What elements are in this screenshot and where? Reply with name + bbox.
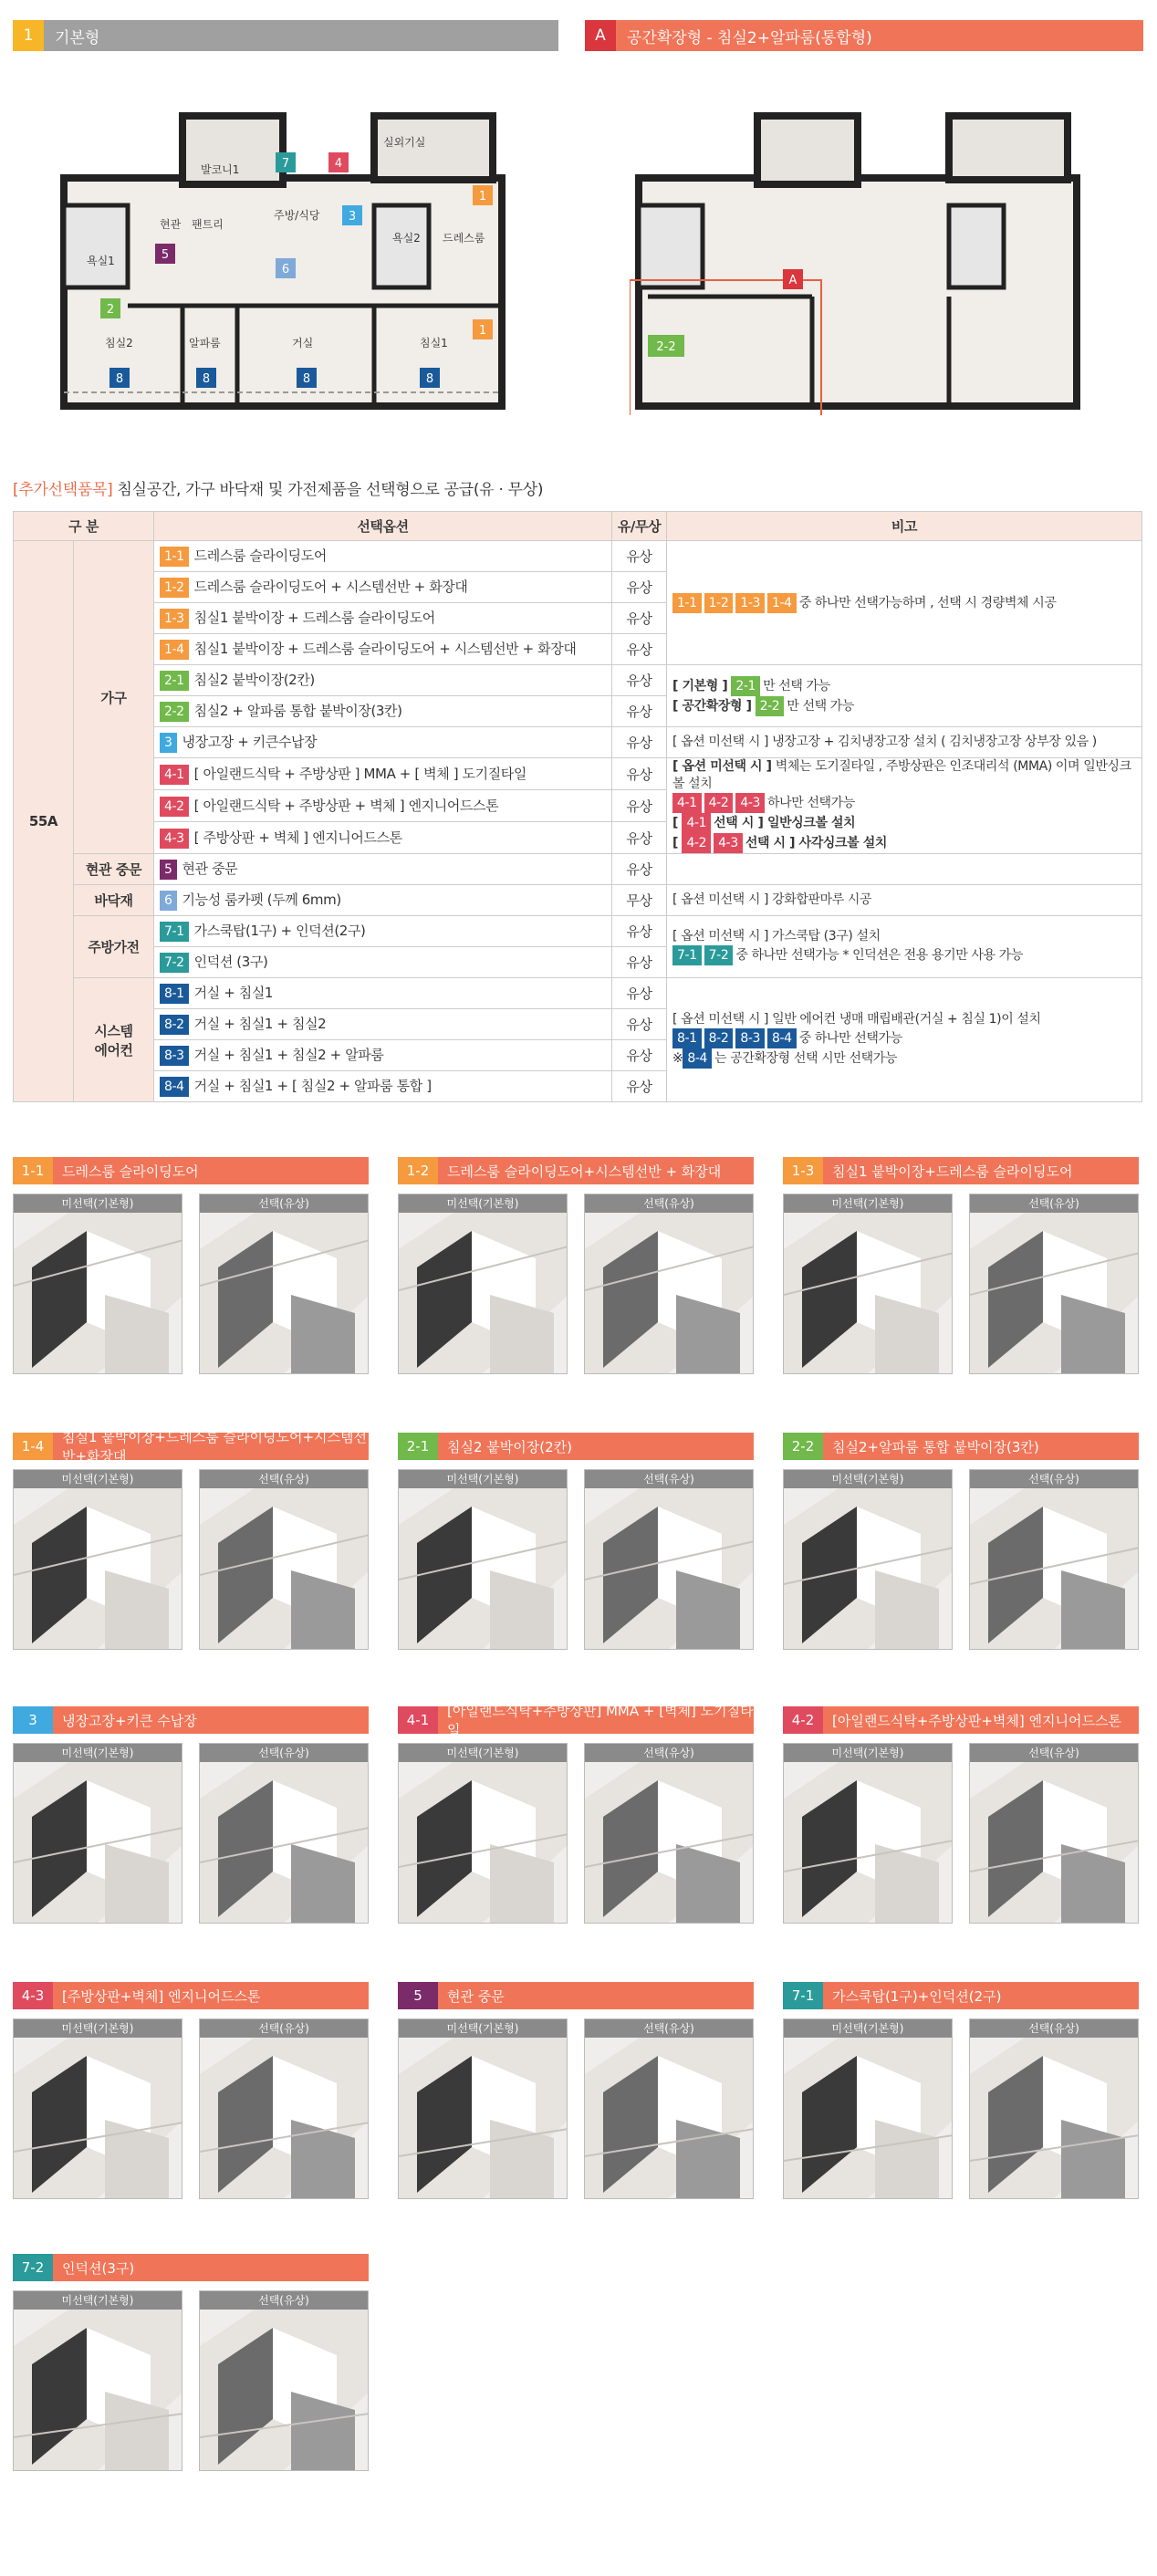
option-card [13,1706,369,1924]
thumb-before [783,1194,953,1374]
pay-cell: 유상 [612,854,667,885]
room-render [585,1213,754,1374]
thumb-after-label: 선택(유상) [970,1470,1138,1488]
option-card-header [398,1982,754,2009]
option-code-badge: 8-1 [160,984,189,1004]
option-text: 가스쿡탑(1구) + 인덕션(2구) [193,923,366,939]
table-row [14,541,1142,572]
option-card-code: 2-1 [398,1433,438,1460]
table-row [14,727,1142,758]
room-render [399,1213,568,1374]
option-code-badge: 3 [160,733,177,753]
svg-text:7: 7 [281,157,290,171]
note-cell: [ 옵션 미선택 시 ] 냉장고장 + 김치냉장고장 설치 ( 김치냉장고장 상부장 있음 ) [667,727,1142,758]
option-card-header [13,1157,369,1184]
code-badge: 4-2 [704,793,734,813]
option-cell [154,541,612,572]
pay-cell: 유상 [612,665,667,696]
room-render [784,1213,953,1374]
option-card-title: 인덕션(3구) [62,2259,135,2277]
option-card-code: 5 [398,1982,438,2009]
option-card-header [13,1706,369,1734]
option-cell [154,572,612,603]
room-label: 욕실1 [87,255,115,267]
pay-cell: 무상 [612,885,667,916]
code-badge: 8-4 [683,1048,712,1069]
room-render [970,2038,1139,2199]
option-text: 기능성 룸카펫 (두께 6mm) [182,892,341,908]
thumb-before-label: 미선택(기본형) [14,1194,182,1213]
section-title-label: [추가선택품목] [13,481,113,499]
thumb-before-label: 미선택(기본형) [399,1744,567,1762]
option-cell [154,634,612,665]
plan-expanded-title: 공간확장형 - 침실2+알파룸(통합형) [627,28,872,47]
option-cell [154,1040,612,1071]
thumb-after [584,1469,754,1650]
option-cell [154,790,612,822]
code-badge: 1-4 [767,593,797,613]
room-render [200,1762,369,1924]
option-card-code: 2-2 [783,1433,823,1460]
section-title [13,476,543,499]
header-pay: 유/무상 [612,512,667,541]
option-card-code: 1-4 [13,1433,53,1460]
option-code-badge: 7-2 [160,953,189,973]
option-card-code: 7-2 [13,2254,53,2281]
floor-plan-expanded-drawing [630,105,1095,415]
option-card [783,1157,1139,1374]
option-card-code: 1-2 [398,1157,438,1184]
option-card-title: 침실1 붙박이장+드레스룸 슬라이딩도어 [832,1163,1073,1180]
svg-text:5: 5 [161,248,170,262]
svg-text:2-2: 2-2 [656,340,676,354]
code-badge: 8-1 [672,1028,702,1048]
option-card [783,1982,1139,2199]
option-card-code: 7-1 [783,1982,823,2009]
code-badge: 4-1 [682,813,711,833]
option-text: [ 아일랜드식탁 + 주방상판 + 벽체 ] 엔지니어드스톤 [193,797,499,814]
thumb-before [13,1469,182,1650]
pay-cell: 유상 [612,541,667,572]
pay-cell: 유상 [612,916,667,947]
plan-expanded-header [585,20,1143,51]
svg-text:3: 3 [348,210,357,224]
option-text: 거실 + 침실1 [193,985,274,1001]
category-cell: 바닥재 [74,885,154,916]
option-card-header [783,1157,1139,1184]
option-card-title: [주방상판+벽체] 엔지니어드스톤 [62,1987,261,2005]
room-render [14,2038,182,2199]
category-cell: 현관 중문 [74,854,154,885]
plan-expanded-number: A [585,20,616,51]
option-code-badge: 8-2 [160,1015,189,1035]
room-render [585,1762,754,1924]
option-card-code: 3 [13,1706,53,1734]
plan-basic-header [13,20,558,51]
svg-text:8: 8 [425,372,434,386]
category-cell: 가구 [74,541,154,854]
option-code-badge: 1-1 [160,547,189,567]
option-card [398,1703,754,1924]
code-badge: 7-1 [672,945,702,965]
thumb-before-label: 미선택(기본형) [784,1470,952,1488]
thumb-before-label: 미선택(기본형) [14,1744,182,1762]
room-render [784,1762,953,1924]
option-card-title: 드레스룸 슬라이딩도어 [62,1163,199,1180]
room-label: 침실1 [420,337,448,349]
code-badge: 4-1 [672,793,702,813]
option-text: 거실 + 침실1 + [ 침실2 + 알파룸 통합 ] [193,1078,432,1094]
option-card-header [398,1157,754,1184]
thumb-after-label: 선택(유상) [585,1470,753,1488]
room-label: 침실2 [105,337,133,349]
pay-cell: 유상 [612,603,667,634]
option-card-code: 1-1 [13,1157,53,1184]
note-cell: [ 옵션 미선택 시 ] 벽체는 도기질타일 , 주방상판은 인조대리석 (MMA) 이며 일반싱크볼 설치 4-1 4-2 4-3 하나만 선택가능 [ 4-1 선택 시 ] 일반싱크볼 설치 [ 4-2 4-3 선택 시 ] 사각싱크볼 설치 [667,758,1142,854]
svg-text:A: A [788,274,797,287]
room-render [200,2038,369,2199]
thumb-after-label: 선택(유상) [200,2291,368,2310]
option-cell [154,665,612,696]
pay-cell: 유상 [612,1071,667,1102]
svg-text:6: 6 [281,263,290,276]
option-card-header [13,2254,369,2281]
option-card-title: 침실1 붙박이장+드레스룸 슬라이딩도어+시스템선반+화장대 [62,1429,368,1465]
option-card-code: 1-3 [783,1157,823,1184]
header-option: 선택옵션 [154,512,612,541]
thumb-before-label: 미선택(기본형) [399,1194,567,1213]
option-card-code: 4-3 [13,1982,53,2009]
option-cell [154,1009,612,1040]
thumb-before [13,1743,182,1924]
room-render [14,1762,182,1924]
room-render [399,1762,568,1924]
option-code-badge: 1-4 [160,640,189,660]
option-card-title: 가스쿡탑(1구)+인덕션(2구) [832,1987,1002,2005]
thumb-after [969,1743,1139,1924]
room-render [784,2038,953,2199]
thumb-before-label: 미선택(기본형) [14,1470,182,1488]
thumb-before [783,1743,953,1924]
code-badge: 8-3 [735,1028,765,1048]
table-header-row [14,512,1142,541]
thumb-after-label: 선택(유상) [200,1470,368,1488]
table-row [14,885,1142,916]
option-text: 드레스룸 슬라이딩도어 + 시스템선반 + 화장대 [193,579,468,595]
pay-cell: 유상 [612,822,667,854]
thumb-after [584,2018,754,2199]
pay-cell: 유상 [612,947,667,978]
option-text: 침실2 붙박이장(2칸) [193,672,315,688]
room-label: 실외기실 [383,136,426,149]
table-row [14,665,1142,696]
pay-cell: 유상 [612,758,667,790]
option-card-title: 냉장고장+키큰 수납장 [62,1712,197,1729]
option-code-badge: 4-2 [160,797,189,817]
option-card [783,1706,1139,1924]
code-badge: 2-1 [731,676,760,696]
option-text: 인덕션 (3구) [193,954,268,970]
thumb-after-label: 선택(유상) [200,1194,368,1213]
option-code-badge: 8-4 [160,1077,189,1097]
room-render [14,2310,182,2471]
option-card [13,2254,369,2471]
room-render [970,1213,1139,1374]
thumb-before [398,1194,568,1374]
code-badge: 4-3 [714,833,743,853]
category-cell: 시스템 에어컨 [74,978,154,1102]
option-cell [154,696,612,727]
section-title-desc: 침실공간, 가구 바닥재 및 가전제품을 선택형으로 공급(유 · 무상) [112,481,544,499]
svg-text:8: 8 [302,372,311,386]
category-cell: 주방가전 [74,916,154,978]
thumb-after-label: 선택(유상) [970,1744,1138,1762]
thumb-after-label: 선택(유상) [970,1194,1138,1213]
thumb-before [13,2018,182,2199]
room-label: 욕실2 [392,232,421,245]
option-card-header [13,1982,369,2009]
pay-cell: 유상 [612,572,667,603]
option-card-title: 현관 중문 [447,1987,505,2005]
thumb-before-label: 미선택(기본형) [784,2019,952,2038]
thumb-after-label: 선택(유상) [585,1744,753,1762]
thumb-before-label: 미선택(기본형) [784,1194,952,1213]
thumb-after-label: 선택(유상) [585,1194,753,1213]
option-text: 냉장고장 + 키큰수납장 [182,734,318,750]
option-cell [154,758,612,790]
thumb-before-label: 미선택(기본형) [14,2291,182,2310]
option-cell [154,854,612,885]
room-label: 주방/식당 [274,209,320,222]
thumb-after [199,2290,369,2471]
pay-cell: 유상 [612,634,667,665]
svg-text:8: 8 [202,372,211,386]
option-code-badge: 8-3 [160,1046,189,1066]
unit-cell: 55A [14,541,74,1102]
option-card-header [783,1706,1139,1734]
option-code-badge: 6 [160,891,177,911]
room-label: 발코니1 [201,163,240,176]
room-label: 알파룸 [189,337,221,349]
option-text: 침실1 붙박이장 + 드레스룸 슬라이딩도어 [193,610,435,626]
thumb-after [969,1194,1139,1374]
code-badge: 1-1 [672,593,702,613]
thumb-after [969,1469,1139,1650]
thumb-after [199,2018,369,2199]
option-card [398,1157,754,1374]
option-cell [154,603,612,634]
note-cell: 1-1 1-2 1-3 1-4 중 하나만 선택가능하며 , 선택 시 경량벽체 시공 [667,541,1142,665]
floor-plan-basic-drawing [55,105,511,415]
table-row [14,758,1142,790]
code-badge: 8-4 [767,1028,797,1048]
room-render [970,1762,1139,1924]
svg-text:1: 1 [478,190,487,203]
room-render [585,1488,754,1650]
option-cell [154,1071,612,1102]
option-card [398,1982,754,2199]
room-render [399,2038,568,2199]
code-badge: 4-3 [735,793,765,813]
svg-text:1: 1 [478,324,487,338]
table-row [14,916,1142,947]
note-cell [667,854,1142,885]
table-row [14,978,1142,1009]
thumb-after [584,1743,754,1924]
option-text: 현관 중문 [182,860,238,877]
room-label: 현관 [160,218,182,231]
room-render [200,1213,369,1374]
thumb-before-label: 미선택(기본형) [399,2019,567,2038]
svg-text:4: 4 [334,157,343,171]
option-card-header [398,1703,754,1738]
thumb-before [783,1469,953,1650]
option-cell [154,978,612,1009]
option-text: [ 주방상판 + 벽체 ] 엔지니어드스톤 [193,829,402,846]
thumb-before-label: 미선택(기본형) [14,2019,182,2038]
room-render [14,1213,182,1374]
room-render [14,1488,182,1650]
thumb-before [13,1194,182,1374]
thumb-after [969,2018,1139,2199]
option-card [398,1433,754,1650]
option-card-code: 4-1 [398,1706,438,1734]
option-text: 드레스룸 슬라이딩도어 [193,548,327,564]
option-card [13,1982,369,2199]
option-text: 침실1 붙박이장 + 드레스룸 슬라이딩도어 + 시스템선반 + 화장대 [193,641,577,657]
room-label: 팬트리 [192,218,224,231]
table-row [14,854,1142,885]
option-cell [154,727,612,758]
room-render [970,1488,1139,1650]
svg-text:2: 2 [106,303,115,317]
thumb-after [199,1469,369,1650]
pay-cell: 유상 [612,727,667,758]
option-code-badge: 2-2 [160,702,189,722]
code-badge: 8-2 [704,1028,734,1048]
option-cell [154,947,612,978]
option-code-badge: 7-1 [160,922,189,942]
room-render [585,2038,754,2199]
thumb-before [398,2018,568,2199]
note-cell: [ 옵션 미선택 시 ] 일반 에어컨 냉매 매립배관(거실 + 침실 1)이 설치 8-1 8-2 8-3 8-4 중 하나만 선택가능 ※ 8-4 는 공간확장형 선택 시만 선택가능 [667,978,1142,1102]
plan-basic-title: 기본형 [55,28,100,47]
thumb-after-label: 선택(유상) [200,1744,368,1762]
code-badge: 7-2 [704,945,734,965]
code-badge: 1-2 [704,593,734,613]
option-card-header [783,1982,1139,2009]
note-cell: [ 옵션 미선택 시 ] 가스쿡탑 (3구) 설치 7-1 7-2 중 하나만 선택가능 * 인덕션은 전용 용기만 사용 가능 [667,916,1142,978]
thumb-before [13,2290,182,2471]
option-card-header [398,1433,754,1460]
option-code-badge: 2-1 [160,671,189,691]
option-card-title: [아일랜드식탁+주방상판] MMA + [벽체] 도기질타일 [447,1703,754,1738]
thumb-after [199,1194,369,1374]
option-cell [154,885,612,916]
thumb-before-label: 미선택(기본형) [784,1744,952,1762]
option-card-header [13,1429,369,1465]
thumb-before [783,2018,953,2199]
code-badge: 2-2 [756,696,785,716]
option-card [13,1157,369,1374]
option-card-title: [아일랜드식탁+주방상판+벽체] 엔지니어드스톤 [832,1712,1121,1729]
option-table [13,511,1142,1102]
thumb-before [398,1469,568,1650]
svg-text:8: 8 [115,372,124,386]
plan-basic-number: 1 [13,20,44,51]
pay-cell: 유상 [612,696,667,727]
header-category: 구 분 [14,512,154,541]
option-text: 거실 + 침실1 + 침실2 [193,1016,327,1032]
option-text: [ 아일랜드식탁 + 주방상판 ] MMA + [ 벽체 ] 도기질타일 [193,765,526,782]
floor-plan-basic [55,105,511,415]
room-render [200,2310,369,2471]
room-render [784,1488,953,1650]
thumb-before [398,1743,568,1924]
room-label: 드레스룸 [443,232,485,245]
thumb-after-label: 선택(유상) [970,2019,1138,2038]
option-code-badge: 5 [160,860,177,880]
option-code-badge: 1-3 [160,609,189,629]
option-code-badge: 1-2 [160,578,189,598]
option-card-header [783,1433,1139,1460]
note-cell: [ 옵션 미선택 시 ] 강화합판마루 시공 [667,885,1142,916]
thumb-after [199,1743,369,1924]
option-cell [154,916,612,947]
option-cell [154,822,612,854]
thumb-after-label: 선택(유상) [585,2019,753,2038]
floor-plan-expanded [630,105,1095,415]
option-card-title: 침실2 붙박이장(2칸) [447,1438,572,1455]
note-cell: [ 기본형 ] 2-1 만 선택 가능 [ 공간확장형 ] 2-2 만 선택 가능 [667,665,1142,727]
header-note: 비고 [667,512,1142,541]
pay-cell: 유상 [612,1040,667,1071]
thumb-after [584,1194,754,1374]
option-code-badge: 4-3 [160,829,189,849]
room-label: 거실 [292,337,314,349]
option-card-title: 침실2+알파룸 통합 붙박이장(3칸) [832,1438,1039,1455]
pay-cell: 유상 [612,978,667,1009]
code-badge: 1-3 [735,593,765,613]
room-render [399,1488,568,1650]
pay-cell: 유상 [612,790,667,822]
code-badge: 4-2 [682,833,711,853]
option-card [783,1433,1139,1650]
pay-cell: 유상 [612,1009,667,1040]
option-card-code: 4-2 [783,1706,823,1734]
option-code-badge: 4-1 [160,765,189,785]
room-render [200,1488,369,1650]
option-card [13,1429,369,1650]
thumb-after-label: 선택(유상) [200,2019,368,2038]
option-text: 침실2 + 알파룸 통합 붙박이장(3칸) [193,703,402,719]
option-text: 거실 + 침실1 + 침실2 + 알파룸 [193,1047,384,1063]
option-card-title: 드레스룸 슬라이딩도어+시스템선반 + 화장대 [447,1163,722,1180]
thumb-before-label: 미선택(기본형) [399,1470,567,1488]
